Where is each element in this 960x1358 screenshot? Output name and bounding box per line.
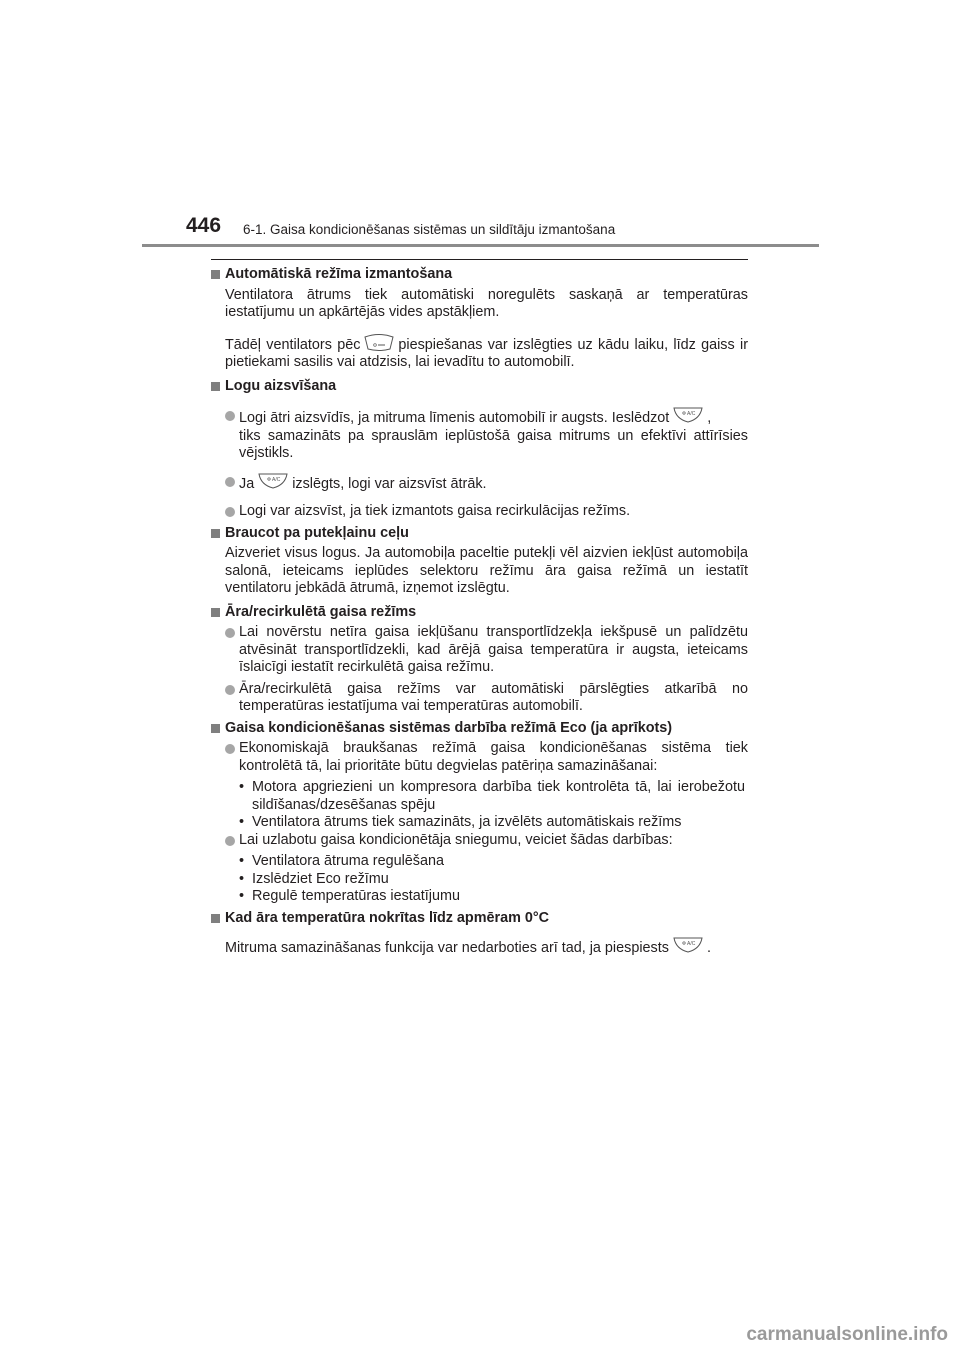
auto-mode-paragraph-1: Ventilatora ātrums tiek automātiski noregulēts saskaņā ar temperatūras iestatījumu un apkārtējās vides apstākļiem. <box>225 286 748 320</box>
bullet-dot <box>225 685 235 695</box>
eco-bullet-1: Ekonomiskajā braukšanas režīmā gaisa kondicionēšanas sistēma tiek kontrolētā tā, lai prioritāte būtu degvielas patēriņa samazināšanai: <box>211 740 748 775</box>
bullet-dot <box>225 507 235 517</box>
eco-sub-item-5: • Regulē temperatūras iestatījumu <box>239 888 460 904</box>
eco-sub-item-3: • Ventilatora ātruma regulēšana <box>239 853 444 869</box>
cold-temperature-paragraph: Mitruma samazināšanas funkcija var nedarboties arī tad, ja piespiests A/C . <box>211 937 748 958</box>
heading-eco-mode: Gaisa kondicionēšanas sistēmas darbība režīmā Eco (ja aprīkots) <box>211 720 748 738</box>
fog-bullet-1: Logi ātri aizsvīdīs, ja mitruma līmenis automobilī ir augsts. Ieslēdzot A/C , tiks samazināts pa sprauslām ieplūstošā gaisa mitrums un efektīvi attīrīsies vējstikls. <box>211 407 748 463</box>
fog-bullet-2: Ja A/C izslēgts, logi var aizsvīst ātrāk. <box>211 473 748 494</box>
eco-sub-item-2: • Ventilatora ātrums tiek samazināts, ja izvēlēts automātiskais režīms <box>239 814 682 830</box>
bullet-dot <box>225 477 235 487</box>
bullet-dot <box>225 744 235 754</box>
dusty-road-paragraph: Aizveriet visus logus. Ja automobiļa paceltie putekļi vēl aizvien iekļūst automobiļa salonā, ieteicams ieplūdes selektoru režīmu āra gaisa režīmā un iestatīt ventilatoru jebkādā ātrumā, izņemot izslēgtu. <box>225 545 748 596</box>
auto-mode-paragraph-2: Tādēļ ventilators pēc piespiešanas var izslēgties uz kādu laiku, līdz gaiss ir pietiekami sasilis vai atdzisis, lai ievadītu to automobilī. <box>211 334 748 372</box>
header-rule <box>142 244 819 247</box>
heading-auto-mode: Automātiskā režīma izmantošana <box>211 266 748 284</box>
section-header-title: 6-1. Gaisa kondicionēšanas sistēmas un sildītāju izmantošana <box>243 222 616 237</box>
heading-recirculation: Āra/recirkulētā gaisa režīms <box>211 604 748 622</box>
content-top-rule <box>211 259 748 260</box>
svg-text:A/C: A/C <box>272 476 281 483</box>
ac-button-icon <box>672 937 704 954</box>
fog-bullet-3: Logi var aizsvīst, ja tiek izmantots gaisa recirkulācijas režīms. <box>211 503 748 521</box>
svg-text:A/C: A/C <box>686 941 696 947</box>
eco-bullet-2: Lai uzlabotu gaisa kondicionētāja sniegumu, veiciet šādas darbības: <box>211 832 748 850</box>
watermark-text: carmanualsonline.info <box>746 1324 948 1345</box>
recirc-bullet-2: Āra/recirkulētā gaisa režīms var automātiski pārslēgties atkarībā no temperatūras iestatījuma vai temperatūras automobilī. <box>211 681 748 716</box>
bullet-dot <box>225 411 235 421</box>
eco-sub-item-1: • Motora apgriezieni un kompresora darbība tiek kontrolēta tā, lai ierobežotu sildīšanas/dzesēšanas spēju <box>239 779 745 813</box>
bullet-dot <box>225 628 235 638</box>
heading-dusty-road: Braucot pa putekļainu ceļu <box>211 525 748 543</box>
page-number: 446 <box>186 214 222 237</box>
heading-cold-temperature: Kad āra temperatūra nokrītas līdz apmēram 0°C <box>211 910 748 928</box>
recirc-bullet-1: Lai novērstu netīra gaisa iekļūšanu transportlīdzekļa iekšpusē un palīdzētu atvēsināt transportlīdzekli, kad ārējā gaisa temperatūra ir augsta, ieteicams īslaicīgi iestatīt recirkulētā gaisa režīmu. <box>211 624 748 677</box>
ac-button-icon <box>257 473 289 490</box>
auto-button-icon <box>363 334 395 351</box>
eco-sub-item-4: • Izslēdziet Eco režīmu <box>239 870 389 887</box>
heading-window-fogging: Logu aizsvīšana <box>211 378 748 396</box>
bullet-dot <box>225 836 235 846</box>
svg-text:A/C: A/C <box>687 411 696 417</box>
page-content <box>211 266 748 958</box>
ac-button-icon <box>672 407 704 424</box>
